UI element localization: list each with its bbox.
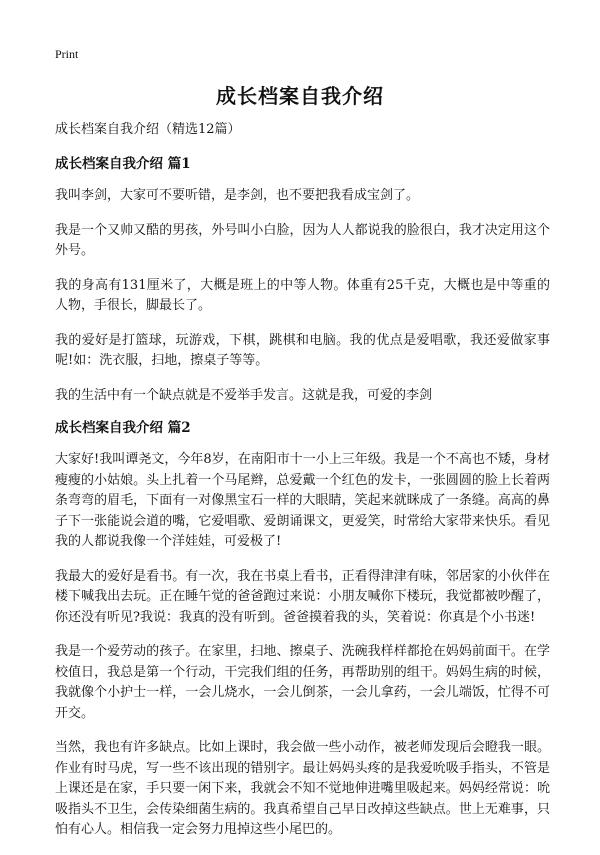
paragraph: 我最大的爱好是看书。有一次，我在书桌上看书，正看得津津有味，邻居家的小伙伴在楼下喊我出去玩。正在睡午觉的爸爸跑过来说：小朋友喊你下楼玩，我觉都被吵醒了，你还没有听见?我说：我真的没有听到。爸爸摸着我的头，笑着说：你真是个小书迷!	[55, 568, 550, 625]
paragraph: 我叫李剑，大家可不要听错，是李剑，也不要把我看成宝剑了。	[55, 188, 420, 203]
section-1	[55, 154, 550, 406]
print-link[interactable]: Print	[55, 47, 79, 61]
document-subtitle: 成长档案自我介绍（精选12篇）	[55, 122, 241, 137]
paragraph: 我的爱好是打篮球，玩游戏，下棋，跳棋和电脑。我的优点是爱唱歌，我还爱做家事呢!如：洗衣服，扫地，擦桌子等等。	[55, 332, 550, 368]
document-title: 成长档案自我介绍	[216, 84, 384, 108]
document-body	[55, 120, 550, 855]
paragraph: 我是一个又帅又酷的男孩，外号叫小白脸，因为人人都说我的脸很白，我才决定用这个外号。	[55, 222, 550, 258]
section-heading: 成长档案自我介绍 篇1	[55, 156, 191, 172]
paragraph: 我的身高有131厘米了，大概是班上的中等人物。体重有25千克，大概也是中等重的人物，手很长，脚最长了。	[55, 277, 550, 313]
paragraph: 当然，我也有许多缺点。比如上课时，我会做一些小动作，被老师发现后会瞪我一眼。作业有时马虎，写一些不该出现的错别字。最让妈妈头疼的是我爱吮吸手指头，不管是上课还是在家，手只要一闲下来，我就会不知不觉地伸进嘴里吸起来。妈妈经常说：吮吸指头不卫生，会传染细菌生病的。我真希望自己早日改掉这些缺点。世上无难事，只怕有心人。相信我一定会努力甩掉这些小尾巴的。	[55, 740, 550, 837]
section-heading: 成长档案自我介绍 篇2	[55, 420, 191, 436]
paragraph: 大家好!我叫谭尧文，今年8岁，在南阳市十一小上三年级。我是一个不高也不矮，身材瘦瘦的小姑娘。头上扎着一个马尾辫，总爱戴一个红色的发卡，一张圆圆的脸上长着两条弯弯的眉毛，下面有一对像黑宝石一样的大眼睛，笑起来就眯成了一条缝。高高的鼻子下一张能说会道的嘴，它爱唱歌、爱朗诵课文，更爱笑，时常给大家带来快乐。看见我的人都说我像一个洋娃娃，可爱极了!	[55, 452, 550, 549]
paragraph: 我的生活中有一个缺点就是不爱举手发言。这就是我，可爱的李剑	[55, 387, 433, 403]
paragraph: 我是一个爱劳动的孩子。在家里，扫地、擦桌子、洗碗我样样都抢在妈妈前面干。在学校值日，我总是第一个行动，干完我们组的任务，再帮助别的组干。妈妈生病的时候，我就像个小护士一样，一会儿烧水，一会儿倒茶，一会儿拿药，一会儿端饭，忙得不可开交。	[55, 644, 550, 721]
section-2	[55, 418, 550, 841]
